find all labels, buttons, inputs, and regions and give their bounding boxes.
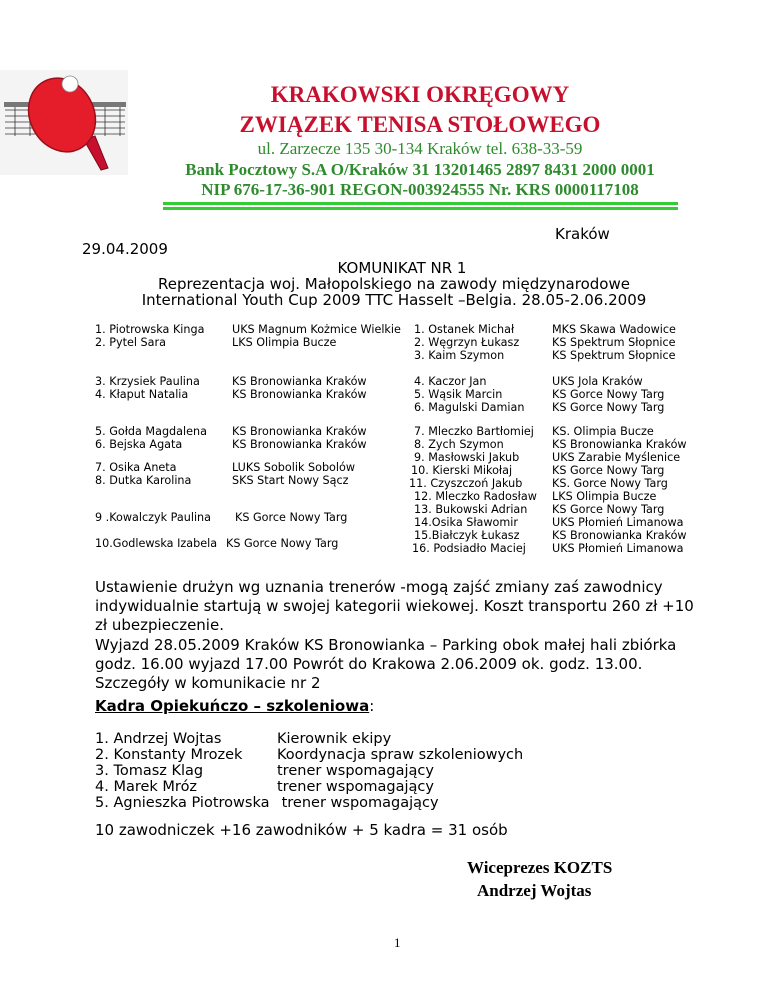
kadra-person: 1. Andrzej Wojtas <box>95 731 222 747</box>
boy-club: UKS Płomień Limanowa <box>552 516 684 529</box>
boy-name: 14.Osika Sławomir <box>414 516 518 529</box>
kadra-role: trener wspomagający <box>277 763 434 779</box>
boy-name: 16. Podsiadło Maciej <box>412 542 526 555</box>
kadra-role: trener wspomagający <box>277 779 434 795</box>
boy-name: 10. Kierski Mikołaj <box>411 464 513 477</box>
girl-club: LUKS Sobolik Sobolów <box>232 461 355 474</box>
girl-name: 8. Dutka Karolina <box>95 474 192 487</box>
communique-line2: International Youth Cup 2009 TTC Hasselt –Belgia. 28.05-2.06.2009 <box>141 291 647 309</box>
header-rule-bottom <box>163 207 678 210</box>
boy-club: KS Gorce Nowy Targ <box>552 464 665 477</box>
girl-name: 10.Godlewska Izabela <box>95 537 218 550</box>
kadra-person: 3. Tomasz Klag <box>95 763 204 779</box>
boy-club: KS Gorce Nowy Targ <box>552 388 665 401</box>
boy-club: UKS Zarabie Myślenice <box>552 451 681 464</box>
kadra-person: 2. Konstanty Mrozek <box>95 747 243 763</box>
boy-club: KS Bronowianka Kraków <box>552 529 687 542</box>
boy-club: KS Gorce Nowy Targ <box>552 401 665 414</box>
kadra-role: trener wspomagający <box>277 795 439 811</box>
communique-line1: Reprezentacja woj. Małopolskiego na zawody międzynarodowe <box>158 275 630 293</box>
boy-name: 13. Bukowski Adrian <box>414 503 528 516</box>
boy-name: 9. Masłowski Jakub <box>414 451 520 464</box>
signature-name: Andrzej Wojtas <box>477 881 592 900</box>
kadra-role: Kierownik ekipy <box>277 731 392 747</box>
girl-club: KS Gorce Nowy Targ <box>235 511 348 524</box>
boy-name: 6. Magulski Damian <box>414 401 525 414</box>
header-rule-top <box>163 202 678 205</box>
girl-name: 4. Kłaput Natalia <box>95 388 189 401</box>
org-bank: Bank Pocztowy S.A O/Kraków 31 13201465 2897 8431 2000 0001 <box>185 160 655 179</box>
page-number: 1 <box>394 935 401 950</box>
boy-name: 12. Mleczko Radosław <box>414 490 537 503</box>
kadra-row <box>95 731 523 747</box>
kadra-row <box>95 779 523 795</box>
org-name-line1: KRAKOWSKI OKRĘGOWY <box>270 82 570 107</box>
kadra-heading-colon: : <box>369 697 375 715</box>
girl-name: 1. Piotrowska Kinga <box>95 323 205 336</box>
girl-name: 9 .Kowalczyk Paulina <box>95 511 211 524</box>
boy-name: 4. Kaczor Jan <box>414 375 487 388</box>
place: Kraków <box>555 225 610 243</box>
boy-name: 8. Zych Szymon <box>414 438 504 451</box>
girl-name: 3. Krzysiek Paulina <box>95 375 200 388</box>
boy-club: KS Spektrum Słopnice <box>552 349 676 362</box>
boy-club: MKS Skawa Wadowice <box>552 323 676 336</box>
kadra-heading <box>95 697 374 715</box>
boy-club: KS. Gorce Nowy Targ <box>552 477 668 490</box>
boy-name: 1. Ostanek Michał <box>414 323 515 336</box>
kadra-person: 5. Agnieszka Piotrowska <box>95 795 270 811</box>
girl-club: UKS Magnum Kożmice Wielkie <box>232 323 401 336</box>
communique-title: KOMUNIKAT NR 1 <box>337 259 467 277</box>
boy-club: UKS Płomień Limanowa <box>552 542 684 555</box>
kadra-person: 4. Marek Mróz <box>95 779 198 795</box>
signature-role: Wiceprezes KOZTS <box>467 858 613 877</box>
departure-note: Wyjazd 28.05.2009 Kraków KS Bronowianka – Parking obok małej hali zbiórka godz. 16.00 wyjazd 17.00 Powrót do Krakowa 2.06.2009 ok. godz. 13.00. Szczegóły w komunikacie nr 2 <box>95 636 677 692</box>
boy-club: LKS Olimpia Bucze <box>552 490 657 503</box>
kadra-row <box>95 795 523 811</box>
girl-club: KS Bronowianka Kraków <box>232 438 367 451</box>
boy-name: 15.Białczyk Łukasz <box>414 529 520 542</box>
girl-name: 5. Gołda Magdalena <box>95 425 207 438</box>
girl-name: 6. Bejska Agata <box>95 438 183 451</box>
kadra-table <box>95 731 523 811</box>
kadra-role: Koordynacja spraw szkoleniowych <box>277 747 524 763</box>
org-address: ul. Zarzecze 135 30-134 Kraków tel. 638-33-59 <box>257 139 583 158</box>
boy-club: KS Gorce Nowy Targ <box>552 503 665 516</box>
kadra-row <box>95 763 523 779</box>
girl-club: KS Bronowianka Kraków <box>232 425 367 438</box>
girl-club: KS Gorce Nowy Targ <box>226 537 339 550</box>
boy-name: 11. Czyszczoń Jakub <box>409 477 523 490</box>
boy-name: 5. Wąsik Marcin <box>414 388 503 401</box>
org-name-line2: ZWIĄZEK TENISA STOŁOWEGO <box>239 112 601 137</box>
kadra-row <box>95 747 523 763</box>
ping-pong-logo-icon <box>0 70 128 175</box>
girl-club: SKS Start Nowy Sącz <box>232 474 349 487</box>
girl-club: LKS Olimpia Bucze <box>232 336 337 349</box>
boy-club: KS. Olimpia Bucze <box>552 425 654 438</box>
date: 29.04.2009 <box>82 240 168 258</box>
boy-name: 2. Węgrzyn Łukasz <box>414 336 520 349</box>
boy-club: KS Spektrum Słopnice <box>552 336 676 349</box>
girl-club: KS Bronowianka Kraków <box>232 388 367 401</box>
girl-name: 2. Pytel Sara <box>95 336 166 349</box>
kadra-heading-text: Kadra Opiekuńczo – szkoleniowa <box>95 697 370 715</box>
teams-note: Ustawienie drużyn wg uznania trenerów -mogą zajść zmiany zaś zawodnicy indywidualnie startują w swojej kategorii wiekowej. Koszt transportu 260 zł +10 zł ubezpieczenie. <box>95 578 694 634</box>
boy-club: UKS Jola Kraków <box>552 375 643 388</box>
org-nip: NIP 676-17-36-901 REGON-003924555 Nr. KRS 0000117108 <box>201 180 639 199</box>
girl-club: KS Bronowianka Kraków <box>232 375 367 388</box>
girl-name: 7. Osika Aneta <box>95 461 177 474</box>
summary: 10 zawodniczek +16 zawodników + 5 kadra = 31 osób <box>95 821 508 839</box>
boy-club: KS Bronowianka Kraków <box>552 438 687 451</box>
boy-name: 7. Mleczko Bartłomiej <box>414 425 534 438</box>
boy-name: 3. Kaim Szymon <box>414 349 505 362</box>
